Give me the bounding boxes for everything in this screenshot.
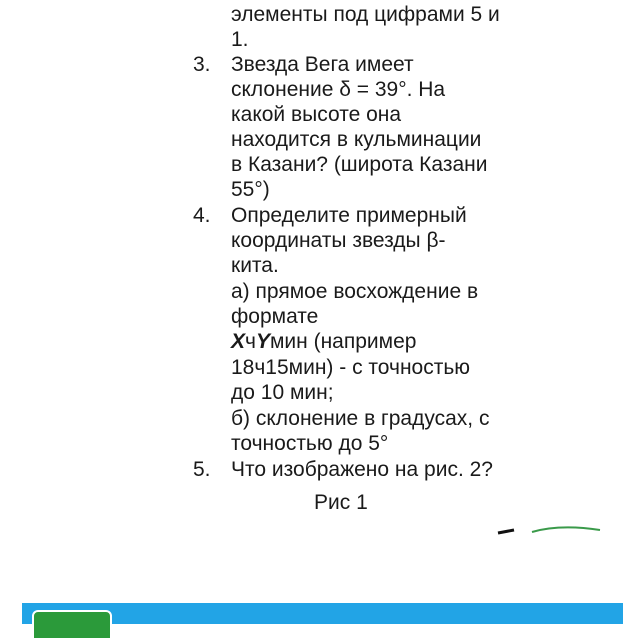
text-line: склонение δ = 39°. На: [231, 78, 446, 101]
text-line: 1.: [231, 28, 249, 51]
text-line: элементы под цифрами 5 и: [231, 3, 500, 26]
unit-text: ч: [245, 330, 256, 353]
text-line: в Казани? (широта Казани: [231, 153, 488, 176]
text-line: до 10 мин;: [231, 381, 334, 404]
text-line: точностью до 5°: [231, 432, 389, 455]
text-line: а) прямое восхождение в: [231, 280, 479, 303]
item-number-3: 3.: [193, 53, 211, 76]
text-line: кита.: [231, 254, 279, 277]
text-line: 18ч15мин) - с точностью: [231, 356, 471, 379]
text-line: Определите примерный: [231, 204, 467, 227]
variable-x: X: [231, 330, 246, 353]
bottom-bar: [22, 603, 623, 624]
text-line: Что изображено на рис. 2?: [231, 458, 493, 481]
variable-y: Y: [255, 330, 270, 353]
green-button[interactable]: [32, 610, 112, 640]
dark-stroke: [498, 530, 514, 533]
text-line: формате: [231, 305, 319, 328]
text-line: координаты звезды β-: [231, 229, 446, 252]
item-number-4: 4.: [193, 204, 211, 227]
text-line: какой высоте она: [231, 103, 402, 126]
figure-caption: Рис 1: [314, 491, 368, 514]
text-line: [231, 329, 416, 354]
text-line: 55°): [231, 178, 270, 201]
unit-text: мин (например: [269, 330, 417, 353]
text-line: Звезда Вега имеет: [231, 53, 414, 76]
text-line: б) склонение в градусах, с: [231, 407, 490, 430]
text-line: находится в кульминации: [231, 128, 482, 151]
green-curve: [532, 527, 600, 532]
figure-fragment: [490, 520, 610, 540]
item-number-5: 5.: [193, 458, 211, 481]
